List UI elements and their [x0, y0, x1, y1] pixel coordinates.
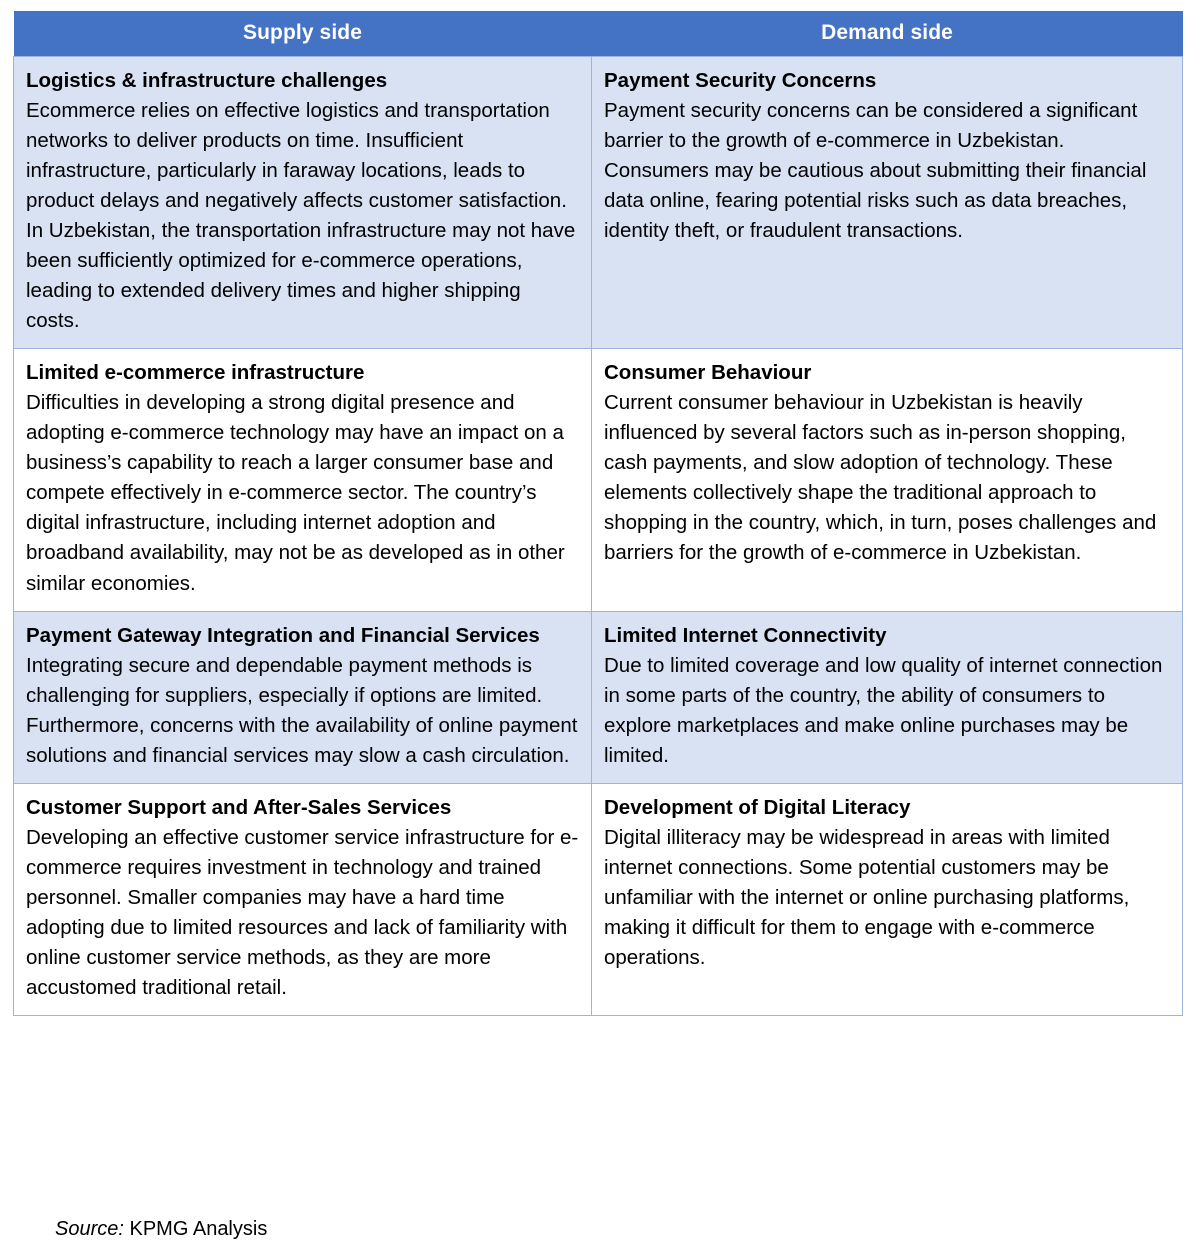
cell-body: Digital illiteracy may be widespread in areas with limited internet connections. Some potential customers may be unfamiliar with the internet or online purchasing platforms, making it difficult for them to engage with e-commerce operations. [604, 825, 1130, 969]
cell-title: Payment Gateway Integration and Financial Services [26, 623, 540, 647]
cell-supply-2 [14, 349, 592, 611]
source-label: Source: [55, 1218, 124, 1240]
column-header-demand-side: Demand side [592, 11, 1183, 57]
cell-title: Payment Security Concerns [604, 69, 877, 92]
table-row [14, 611, 1183, 783]
cell-title: Consumer Behaviour [604, 361, 812, 385]
table-row [14, 57, 1183, 349]
supply-demand-table-container [13, 11, 1182, 1016]
cell-title: Logistics & infrastructure challenges [26, 69, 388, 92]
cell-title: Customer Support and After-Sales Services [26, 795, 452, 819]
source-note [55, 1218, 267, 1241]
cell-demand-3 [592, 611, 1183, 783]
column-header-supply-side: Supply side [14, 11, 592, 57]
table-header [14, 11, 1183, 57]
cell-body: Integrating secure and dependable payment methods is challenging for suppliers, especially if options are limited. Furthermore, concerns with the availability of online payment solutions and financial services may slow a cash circulation. [26, 653, 578, 767]
supply-demand-table [13, 11, 1183, 1016]
cell-body: Due to limited coverage and low quality of internet connection in some parts of the country, the ability of consumers to explore marketplaces and make online purchases may be limited. [604, 653, 1163, 767]
table-body [14, 57, 1183, 1016]
cell-body: Difficulties in developing a strong digital presence and adopting e-commerce technology may have an impact on a business’s capability to reach a larger consumer base and compete effectively in e-commerce sector. The country’s digital infrastructure, including internet adoption and broadband availability, may not be as developed as in other similar economies. [26, 391, 565, 595]
cell-supply-1 [14, 57, 592, 349]
cell-title: Limited e-commerce infrastructure [26, 361, 365, 385]
cell-body: Payment security concerns can be considered a significant barrier to the growth of e-commerce in Uzbekistan. Consumers may be cautious about submitting their financial data online, fearing potential risks such as data breaches, identity theft, or fraudulent transactions. [604, 99, 1147, 243]
cell-title: Development of Digital Literacy [604, 795, 911, 819]
cell-title: Limited Internet Connectivity [604, 623, 887, 647]
cell-demand-2 [592, 349, 1183, 611]
cell-supply-3 [14, 611, 592, 783]
cell-body: Ecommerce relies on effective logistics and transportation networks to deliver products on time. Insufficient infrastructure, particularly in faraway locations, leads to product delays and negatively affects customer satisfaction. In Uzbekistan, the transportation infrastructure may not have been sufficiently optimized for e-commerce operations, leading to extended delivery times and higher shipping costs. [26, 99, 576, 333]
cell-supply-4 [14, 783, 592, 1015]
cell-body: Current consumer behaviour in Uzbekistan is heavily influenced by several factors such as in-person shopping, cash payments, and slow adoption of technology. These elements collectively shape the traditional approach to shopping in the country, which, in turn, poses challenges and barriers for the growth of e-commerce in Uzbekistan. [604, 391, 1157, 565]
cell-demand-4 [592, 783, 1183, 1015]
table-header-row [14, 11, 1183, 57]
table-row [14, 349, 1183, 611]
cell-demand-1 [592, 57, 1183, 349]
table-row [14, 783, 1183, 1015]
cell-body: Developing an effective customer service infrastructure for e-commerce requires investment in technology and trained personnel. Smaller companies may have a hard time adopting due to limited resources and lack of familiarity with online customer service methods, as they are more accustomed traditional retail. [26, 825, 579, 999]
source-value: KPMG Analysis [129, 1218, 268, 1240]
